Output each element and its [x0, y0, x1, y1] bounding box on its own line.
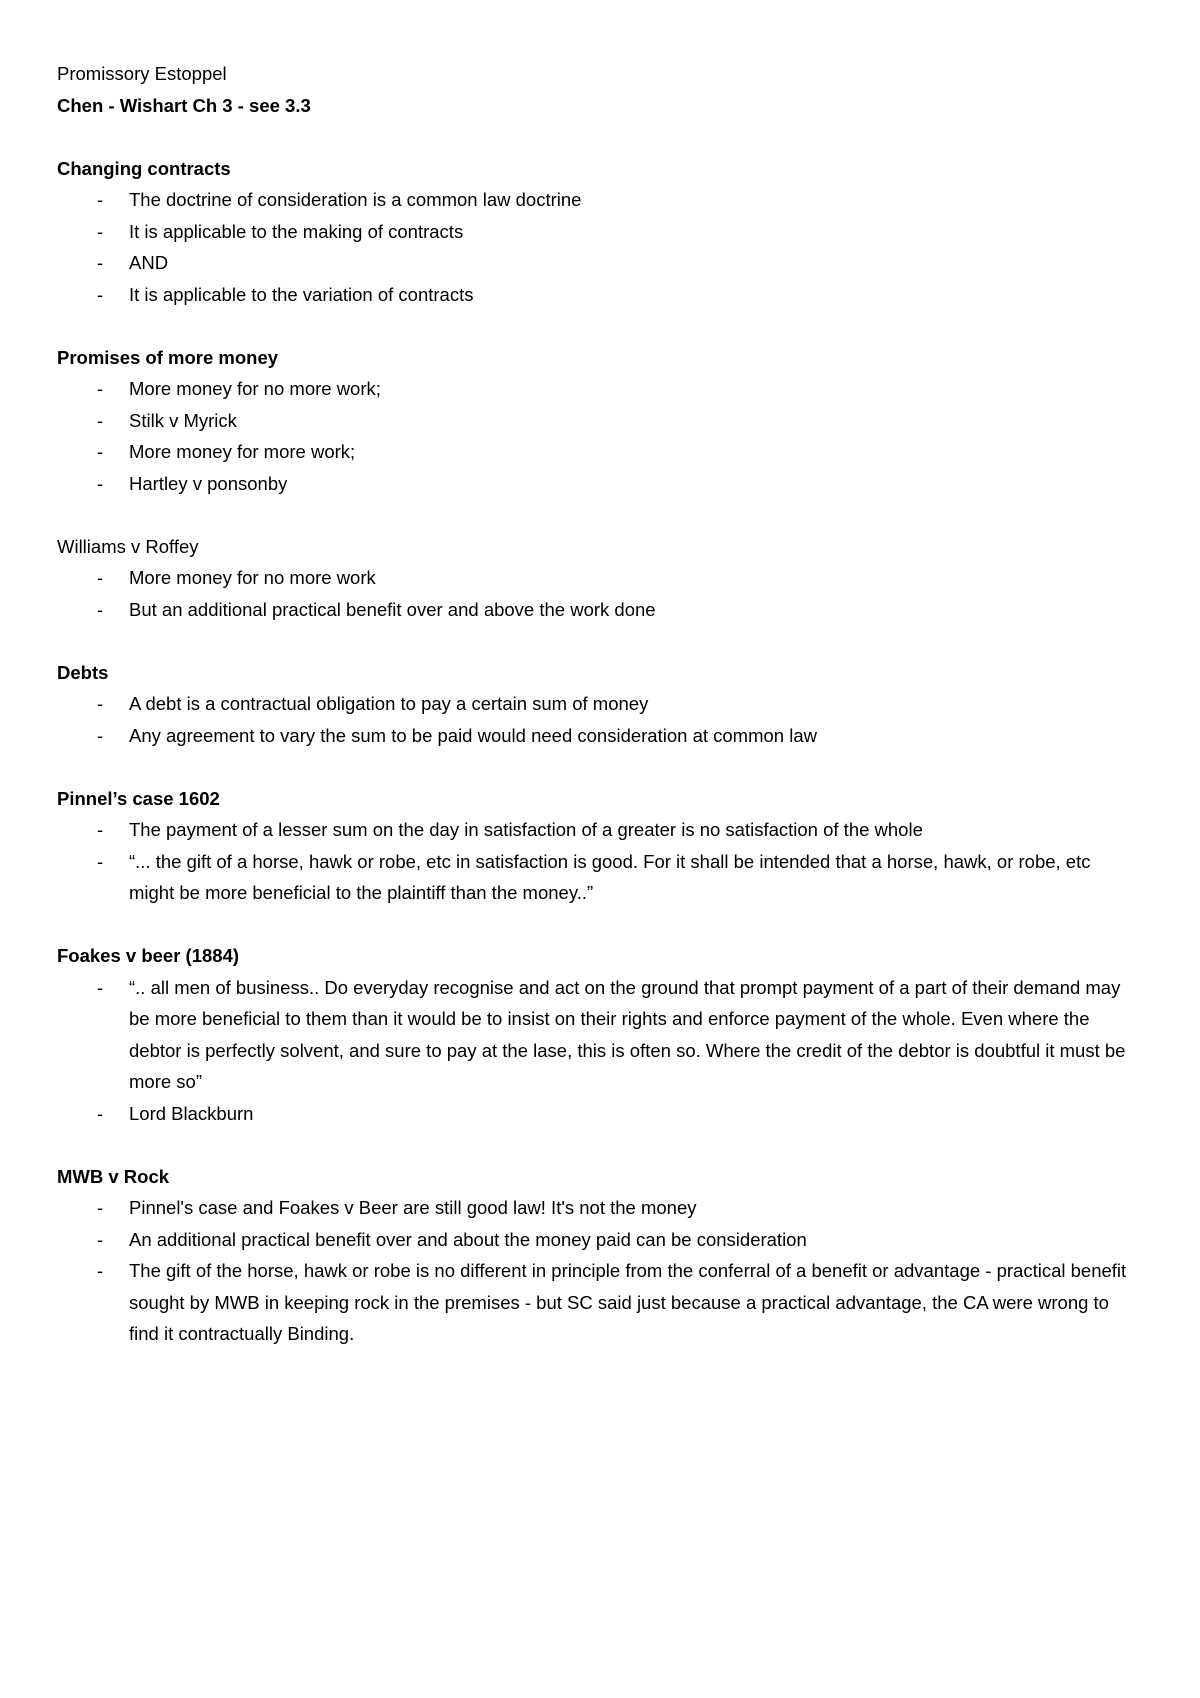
section-debts	[57, 657, 1157, 752]
list-item-text: The doctrine of consideration is a common law doctrine	[129, 189, 582, 210]
dash-bullet: -	[97, 850, 104, 872]
section-heading: Changing contracts	[57, 157, 231, 179]
section-williams-v-roffey	[57, 531, 1157, 626]
list-item-text: “... the gift of a horse, hawk or robe, etc in satisfaction is good. For it shall be intended that a horse, hawk, or robe, etc might be more beneficial to the plaintiff than the money..”	[129, 850, 1091, 903]
list-item-text: But an additional practical benefit over and above the work done	[129, 598, 656, 620]
dash-bullet: -	[97, 1228, 104, 1250]
section-heading: Debts	[57, 661, 109, 683]
list-item	[57, 1255, 1137, 1350]
dash-bullet: -	[97, 1102, 104, 1124]
dash-bullet: -	[97, 220, 104, 242]
list-item	[57, 405, 1137, 437]
section-pinnels-case	[57, 783, 1157, 909]
list-item-text: A debt is a contractual obligation to pay a certain sum of money	[129, 693, 649, 714]
list-item-text: The gift of the horse, hawk or robe is no different in principle from the conferral of a benefit or advantage - practical benefit sought by MWB in keeping rock in the premises - but SC said just because a practical advantage, the CA were wrong to find it contractually Binding.	[129, 1260, 1127, 1344]
bullet-list	[57, 1192, 1157, 1350]
dash-bullet: -	[97, 1260, 104, 1281]
list-item	[57, 1224, 1137, 1256]
list-item-text: It is applicable to the variation of contracts	[129, 283, 474, 305]
list-item-text: More money for more work;	[129, 441, 356, 462]
document-subtitle: Chen - Wishart Ch 3 - see 3.3	[57, 94, 311, 116]
document-title: Promissory Estoppel	[57, 63, 227, 84]
dash-bullet: -	[97, 472, 104, 494]
list-item-text: It is applicable to the making of contracts	[129, 220, 464, 242]
list-item-text: Lord Blackburn	[129, 1102, 254, 1124]
bullet-list	[57, 184, 1157, 310]
list-item	[57, 216, 1137, 248]
document-page	[57, 58, 1157, 1350]
dash-bullet: -	[97, 252, 104, 273]
list-item	[57, 373, 1137, 405]
dash-bullet: -	[97, 283, 104, 305]
list-item	[57, 247, 1137, 279]
list-item	[57, 814, 1137, 846]
list-item-text: The payment of a lesser sum on the day in satisfaction of a greater is no satisfaction of the whole	[129, 819, 923, 840]
list-item	[57, 1098, 1137, 1130]
bullet-list	[57, 814, 1157, 909]
dash-bullet: -	[97, 567, 104, 588]
list-item	[57, 468, 1137, 500]
list-item-text: Any agreement to vary the sum to be paid would need consideration at common law	[129, 724, 817, 746]
list-item-text: Stilk v Myrick	[129, 409, 237, 431]
section-heading: Williams v Roffey	[57, 535, 199, 557]
list-item-text: An additional practical benefit over and about the money paid can be consideration	[129, 1228, 807, 1250]
list-item-text: AND	[129, 252, 169, 273]
bullet-list	[57, 688, 1157, 751]
list-item-text: Hartley v ponsonby	[129, 472, 288, 494]
dash-bullet: -	[97, 819, 104, 840]
list-item	[57, 184, 1137, 216]
dash-bullet: -	[97, 441, 104, 462]
dash-bullet: -	[97, 378, 104, 399]
list-item	[57, 972, 1137, 1098]
dash-bullet: -	[97, 189, 104, 210]
section-changing-contracts	[57, 153, 1157, 311]
list-item	[57, 436, 1137, 468]
bullet-list	[57, 972, 1157, 1130]
dash-bullet: -	[97, 724, 104, 746]
section-foakes-v-beer	[57, 940, 1157, 1129]
section-heading: MWB v Rock	[57, 1165, 170, 1187]
section-heading: Promises of more money	[57, 346, 279, 368]
list-item	[57, 846, 1137, 909]
dash-bullet: -	[97, 598, 104, 620]
section-heading: Foakes v beer (1884)	[57, 945, 240, 966]
list-item-text: More money for no more work	[129, 567, 376, 588]
list-item	[57, 562, 1137, 594]
list-item-text: “.. all men of business.. Do everyday recognise and act on the ground that prompt payment of a part of their demand may be more beneficial to them than it would be to insist on their rights and enforce payment of the whole. Even where the debtor is perfectly solvent, and sure to pay at the lase, this is often so. Where the credit of the debtor is doubtful it must be more so”	[129, 976, 1126, 1092]
list-item	[57, 594, 1137, 626]
section-promises-of-more-money	[57, 342, 1157, 500]
dash-bullet: -	[97, 976, 104, 998]
list-item-text: More money for no more work;	[129, 378, 381, 399]
bullet-list	[57, 373, 1157, 499]
section-heading: Pinnel’s case 1602	[57, 787, 220, 809]
list-item-text: Pinnel's case and Foakes v Beer are still good law! It's not the money	[129, 1197, 697, 1218]
section-mwb-v-rock	[57, 1161, 1157, 1350]
list-item	[57, 688, 1137, 720]
list-item	[57, 1192, 1137, 1224]
dash-bullet: -	[97, 409, 104, 431]
list-item	[57, 720, 1137, 752]
dash-bullet: -	[97, 1197, 104, 1218]
dash-bullet: -	[97, 693, 104, 714]
bullet-list	[57, 562, 1157, 625]
list-item	[57, 279, 1137, 311]
